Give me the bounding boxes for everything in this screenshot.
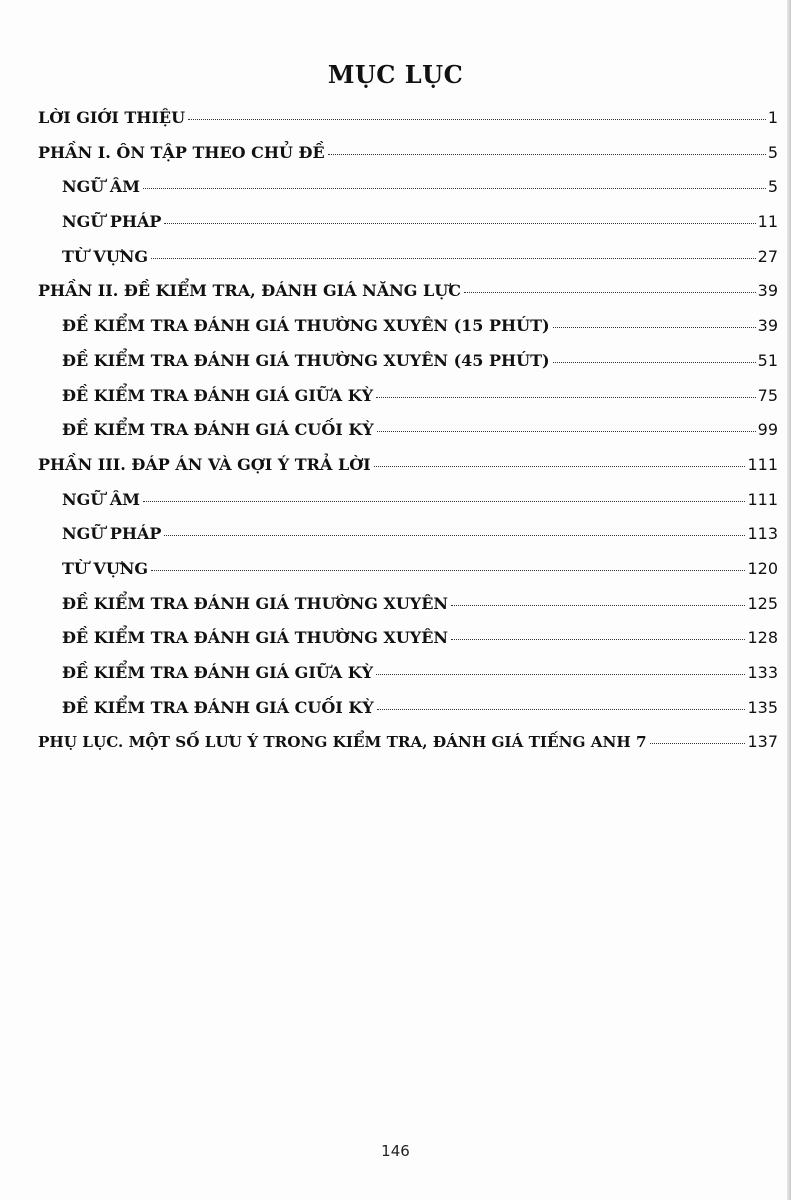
toc-entry-page: 111 [747, 489, 778, 509]
toc-entry-label: PHẦN III. ĐÁP ÁN VÀ GỢI Ý TRẢ LỜI [38, 454, 371, 474]
toc-entry[interactable] [38, 559, 778, 594]
toc-dot-leader [553, 362, 756, 363]
toc-entry-page: 125 [747, 593, 778, 613]
toc-entry[interactable] [38, 108, 778, 143]
toc-entry-page: 51 [757, 350, 778, 370]
toc-dot-leader [376, 674, 745, 675]
toc-entry-label: NGỮ ÂM [62, 489, 140, 509]
toc-entry-page: 1 [767, 108, 778, 127]
toc-entry[interactable] [38, 281, 778, 316]
toc-entry-label: ĐỀ KIỂM TRA ĐÁNH GIÁ THƯỜNG XUYÊN (45 PHÚT) [62, 350, 550, 370]
toc-entry[interactable] [38, 628, 778, 663]
toc-dot-leader [151, 570, 745, 571]
toc-dot-leader [377, 709, 746, 710]
toc-entry[interactable] [38, 351, 778, 386]
toc-entry-page: 27 [757, 246, 778, 266]
page-number: 146 [381, 1142, 410, 1160]
toc-entry-page: 39 [757, 316, 778, 336]
toc-entry[interactable] [38, 594, 778, 629]
toc-entry-label: PHỤ LỤC. MỘT SỐ LƯU Ý TRONG KIỂM TRA, ĐÁNH GIÁ TIẾNG ANH 7 [38, 733, 647, 752]
toc-entry[interactable] [38, 143, 778, 178]
toc-dot-leader [553, 327, 756, 328]
toc-entry-label: ĐỀ KIỂM TRA ĐÁNH GIÁ CUỐI KỲ [62, 697, 374, 717]
toc-entry-label: TỪ VỰNG [62, 558, 149, 578]
toc-entry-page: 135 [747, 697, 778, 717]
toc-dot-leader [164, 535, 745, 536]
toc-dot-leader [164, 223, 755, 224]
toc-entry[interactable] [38, 490, 778, 525]
toc-entry-label: NGỮ PHÁP [62, 212, 162, 232]
toc-entry-page: 137 [747, 732, 778, 752]
toc-entry[interactable] [38, 663, 778, 698]
toc-entry[interactable] [38, 316, 778, 351]
toc-entry-label: ĐỀ KIỂM TRA ĐÁNH GIÁ GIỮA KỲ [62, 385, 374, 405]
toc-dot-leader [188, 119, 766, 120]
toc-entry-page: 113 [747, 524, 778, 544]
toc-entry[interactable] [38, 177, 778, 212]
toc-entry[interactable] [38, 455, 778, 490]
toc-entry-label: LỜI GIỚI THIỆU [38, 108, 186, 127]
toc-entry-page: 5 [767, 142, 778, 162]
toc-entry[interactable] [38, 386, 778, 421]
toc-entry-page: 120 [747, 558, 778, 578]
page-edge [787, 0, 791, 1200]
table-of-contents [38, 108, 778, 767]
toc-entry[interactable] [38, 420, 778, 455]
toc-dot-leader [143, 188, 766, 189]
page-title: MỤC LỤC [327, 60, 464, 90]
toc-dot-leader [374, 466, 746, 467]
toc-dot-leader [151, 258, 756, 259]
toc-entry-label: ĐỀ KIỂM TRA ĐÁNH GIÁ THƯỜNG XUYÊN [62, 593, 449, 613]
toc-entry[interactable] [38, 698, 778, 733]
toc-entry-label: PHẦN II. ĐỀ KIỂM TRA, ĐÁNH GIÁ NĂNG LỰC [38, 281, 461, 301]
toc-entry-label: NGỮ ÂM [62, 177, 140, 197]
toc-entry[interactable] [38, 732, 778, 767]
toc-entry-label: NGỮ PHÁP [62, 524, 162, 544]
toc-dot-leader [451, 605, 745, 606]
toc-dot-leader [376, 397, 756, 398]
toc-entry-label: ĐỀ KIỂM TRA ĐÁNH GIÁ GIỮA KỲ [62, 663, 374, 682]
toc-dot-leader [143, 501, 746, 502]
toc-entry-label: ĐỀ KIỂM TRA ĐÁNH GIÁ THƯỜNG XUYÊN [62, 628, 449, 648]
toc-entry[interactable] [38, 212, 778, 247]
toc-dot-leader [377, 431, 756, 432]
toc-entry-page: 75 [757, 385, 778, 405]
toc-entry-label: PHẦN I. ÔN TẬP THEO CHỦ ĐỀ [38, 142, 325, 162]
toc-entry-page: 39 [757, 281, 778, 301]
toc-entry-page: 99 [757, 420, 778, 440]
toc-entry-page: 111 [747, 454, 778, 474]
toc-entry-page: 11 [757, 212, 778, 232]
toc-entry[interactable] [38, 524, 778, 559]
toc-entry-page: 133 [747, 663, 778, 682]
toc-dot-leader [464, 292, 756, 293]
toc-dot-leader [451, 639, 745, 640]
toc-entry[interactable] [38, 247, 778, 282]
toc-dot-leader [328, 154, 766, 155]
toc-entry-label: ĐỀ KIỂM TRA ĐÁNH GIÁ THƯỜNG XUYÊN (15 PHÚT) [62, 316, 550, 336]
toc-dot-leader [650, 743, 746, 744]
toc-entry-page: 128 [747, 628, 778, 648]
toc-entry-label: TỪ VỰNG [62, 246, 149, 266]
toc-entry-label: ĐỀ KIỂM TRA ĐÁNH GIÁ CUỐI KỲ [62, 420, 374, 440]
toc-entry-page: 5 [767, 177, 778, 197]
